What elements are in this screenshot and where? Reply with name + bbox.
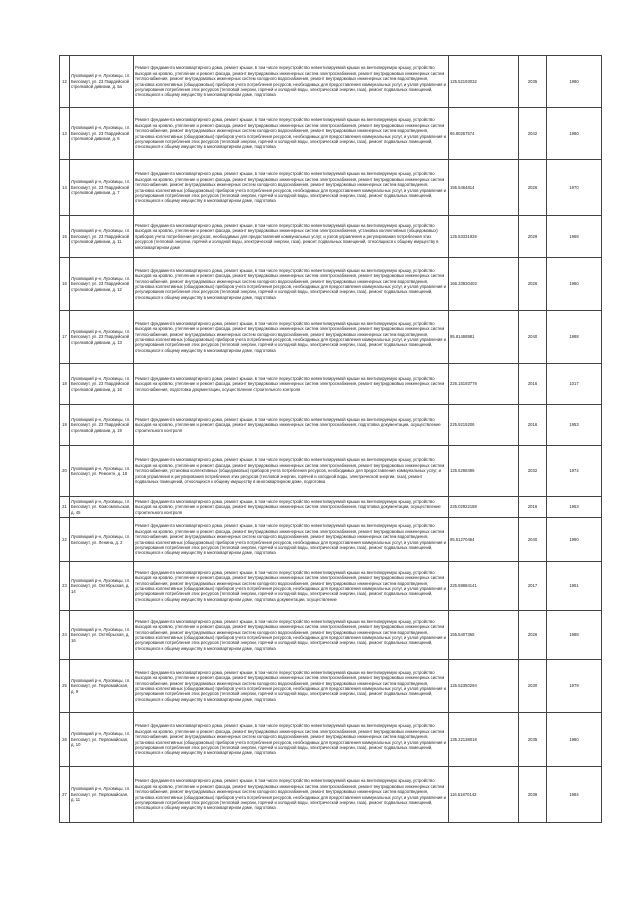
row-cost: 125.52350294: [449, 660, 519, 713]
row-address: Луховицкий р-н, Луховицы, г.п. Белоомут, ул. 23 Гвардейской стрелковой дивизии, д. 12: [70, 258, 134, 311]
row-address: Луховицкий р-н, Луховицы, г.п. Белоомут, ул. 23 Гвардейской стрелковой дивизии, д. 6: [70, 108, 134, 160]
row-works-text: Ремонт фундамента многоквартирного дома, ремонт крыши, в том числе переустройство невентилируемой крыши на вентилируемую крышу, устройство выходов на кровлю, утепление и ремонт фасада, ремонт внутридомовых инженерных систем электроснабжения, ремонт внутридомовых инженерных систем теплоснабжения, подготовка документации, осуществление строительного контроля: [135, 375, 445, 392]
table-row: [60, 56, 602, 108]
row-works-text: Ремонт фундамента многоквартирного дома, ремонт крыши, в том числе переустройство невентилируемой крыши на вентилируемую крышу, устройство выходов на кровлю, утепление и ремонт фасада, ремонт внутридомовых инженерных систем электроснабжения, ремонт внутридомовых инженерных систем теплоснабжения, ремонт внутридомовых инженерных систем холодного водоснабжения, ремонт внутридомовых инженерных систем водоотведения, установка коллективных (общедомовых) приборов учета потребления ресурсов, необходимых для предоставления коммунальных услуг, и узлов управления и регулирования потребления этих ресурсов (тепловой энергии, горячей и холодной воды, электрической энергии, газа), ремонт подвальных помещений, относящихся к общему имуществу в многоквартирном доме, подготовка: [135, 117, 446, 150]
row-address: Луховицкий р-н, Луховицы, г.п. Белоомут, ул. Октябрьская, д. 16: [70, 611, 134, 660]
table-row: [60, 497, 602, 518]
row-built-year: 1974: [547, 446, 602, 497]
row-works-text: Ремонт фундамента многоквартирного дома, ремонт крыши, в том числе переустройство невентилируемой крыши на вентилируемую крышу, устройство выходов на кровлю, утепление и ремонт фасада, ремонт внутридомовых инженерных систем электроснабжения, ремонт внутридомовых инженерных систем теплоснабжения, ремонт внутридомовых инженерных систем холодного водоснабжения, ремонт внутридомовых инженерных систем водоотведения, установка коллективных (общедомовых) приборов учета потребления ресурсов, необходимых для предоставления коммунальных услуг, и узлов управления и регулирования потребления этих ресурсов (тепловой энергии, горячей и холодной воды, электрической энергии, газа), ремонт подвальных помещений, относящихся к общему имуществу в многоквартирном доме, подготовка: [135, 723, 446, 756]
row-cost: 225.59884141: [449, 562, 519, 611]
table-row: [60, 562, 602, 611]
row-works-text: Ремонт фундамента многоквартирного дома, ремонт крыши, в том числе переустройство невентилируемой крыши на вентилируемую крышу, устройство выходов на кровлю, утепление и ремонт фасада, ремонт внутридомовых инженерных систем электроснабжения, ремонт внутридомовых инженерных систем теплоснабжения, ремонт внутридомовых инженерных систем холодного водоснабжения, ремонт внутридомовых инженерных систем водоотведения, установка коллективных (общедомовых) приборов учета потребления ресурсов, необходимых для предоставления коммунальных услуг, и узлов управления и регулирования потребления этих ресурсов (тепловой энергии, горячей и холодной воды, электрической энергии, газа), ремонт подвальных помещений, относящихся к общему имуществу в многоквартирном доме, подготовка: [135, 320, 446, 353]
row-built-year: 1960: [547, 258, 602, 311]
row-year: 2040: [519, 311, 547, 364]
row-built-year: 1017: [547, 364, 602, 405]
row-address: Луховицкий р-н, Луховицы, г.п. Белоомут, ул. Ленина, д. 2: [70, 518, 134, 562]
row-works: [134, 611, 449, 660]
table-row: [60, 364, 602, 405]
row-number: 18: [60, 364, 70, 405]
row-year: 2026: [519, 160, 547, 216]
row-year: 2035: [519, 56, 547, 108]
row-cost: 155.5407365: [449, 611, 519, 660]
row-number: 14: [60, 160, 70, 216]
row-works: [134, 258, 449, 311]
row-works: [134, 660, 449, 713]
row-built-year: 1953: [547, 405, 602, 446]
row-number: 24: [60, 611, 70, 660]
row-works: [134, 497, 449, 518]
row-year: 2029: [519, 216, 547, 258]
row-number: 12: [60, 56, 70, 108]
row-number: 27: [60, 767, 70, 823]
row-number: 23: [60, 562, 70, 611]
row-built-year: 1979: [547, 660, 602, 713]
table-row: [60, 405, 602, 446]
table-row: [60, 160, 602, 216]
row-number: 16: [60, 258, 70, 311]
row-address: Луховицкий р-н, Луховицы, г.п. Белоомут, ул. Первомайская, д. 9: [70, 660, 134, 713]
row-year: 2040: [519, 518, 547, 562]
row-built-year: 1953: [547, 497, 602, 518]
row-year: 2032: [519, 446, 547, 497]
row-year: 2042: [519, 108, 547, 160]
row-built-year: 1980: [547, 713, 602, 767]
row-year: 2016: [519, 364, 547, 405]
row-number: 20: [60, 446, 70, 497]
row-cost: 226.15193778: [449, 364, 519, 405]
row-built-year: 1980: [547, 56, 602, 108]
row-works: [134, 405, 449, 446]
row-cost: 155.5464814: [449, 160, 519, 216]
row-cost: 225.02922188: [449, 497, 519, 518]
row-works: [134, 364, 449, 405]
row-number: 17: [60, 311, 70, 364]
row-year: 2016: [519, 405, 547, 446]
row-works: [134, 311, 449, 364]
row-works-text: Ремонт фундамента многоквартирного дома, ремонт крыши, в том числе переустройство невентилируемой крыши на вентилируемую крышу, устройство выходов на кровлю, утепление и ремонт фасада, ремонт внутридомовых инженерных систем электроснабжения, ремонт внутридомовых инженерных систем теплоснабжения, ремонт внутридомовых инженерных систем холодного водоснабжения, ремонт внутридомовых инженерных систем водоотведения, установка коллективных (общедомовых) приборов учета потребления ресурсов, необходимых для предоставления коммунальных услуг, и узлов управления и регулирования потребления этих ресурсов (тепловой энергии, горячей и холодной воды, электрической энергии, газа), ремонт подвальных помещений, относящихся к общему имуществу в многоквартирном доме, подготовка: [135, 267, 446, 300]
row-works-text: Ремонт фундамента многоквартирного дома, ремонт крыши, в том числе переустройство невентилируемой крыши на вентилируемую крышу, устройство выходов на кровлю, утепление и ремонт фасада, ремонт внутридомовых инженерных систем электроснабжения, ремонт внутридомовых инженерных систем теплоснабжения, ремонт внутридомовых инженерных систем холодного водоснабжения, ремонт внутридомовых инженерных систем водоотведения, установка коллективных (общедомовых) приборов учета потребления ресурсов, необходимых для предоставления коммунальных услуг, и узлов управления и регулирования потребления этих ресурсов (тепловой энергии, горячей и холодной воды, электрической энергии, газа), ремонт подвальных помещений, относящихся к общему имуществу в многоквартирном доме, подготовка: [135, 523, 446, 556]
row-address: Луховицкий р-н, Луховицы, г.п. Белоомут, ул. 23 Гвардейской стрелковой дивизии, д. 19: [70, 405, 134, 446]
row-works-text: Ремонт фундамента многоквартирного дома, ремонт крыши, в том числе переустройство невентилируемой крыши на вентилируемую крышу, устройство выходов на кровлю, утепление и ремонт фасада, ремонт внутридомовых инженерных систем электроснабжения, ремонт внутридомовых инженерных систем теплоснабжения, ремонт внутридомовых инженерных систем холодного водоснабжения, ремонт внутридомовых инженерных систем водоотведения, установка коллективных (общедомовых) приборов учета потребления ресурсов, необходимых для предоставления коммунальных услуг, и узлов управления и регулирования потребления этих ресурсов (тепловой энергии, горячей и холодной воды, электрической энергии, газа), ремонт подвальных помещений, относящихся к общему имуществу в многоквартирном доме, подготовка: [135, 171, 446, 204]
row-cost: 166.33930402: [449, 258, 519, 311]
row-built-year: 1988: [547, 311, 602, 364]
row-address: Луховицкий р-н, Луховицы, г.п. Белоомут, ул. Ремонтн, д. 18: [70, 446, 134, 497]
row-works-text: Ремонт фундамента многоквартирного дома, ремонт крыши, в том числе переустройство невентилируемой крыши на вентилируемую крышу, устройство выходов на кровлю, утепление и ремонт фасада, ремонт внутридомовых инженерных систем электроснабжения, ремонт внутридомовых инженерных систем теплоснабжения, ремонт внутридомовых инженерных систем холодного водоснабжения, ремонт внутридомовых инженерных систем водоотведения, установка коллективных (общедомовых) приборов учета потребления ресурсов, необходимых для предоставления коммунальных услуг, и узлов управления и регулирования потребления этих ресурсов (тепловой энергии, горячей и холодной воды, электрической энергии, газа), ремонт подвальных помещений, относящихся к общему имуществу в многоквартирном доме, подготовка документации, осуществление: [135, 569, 446, 602]
row-works: [134, 56, 449, 108]
works-table: [59, 55, 602, 823]
row-cost: 125.5268496: [449, 446, 519, 497]
row-built-year: 1951: [547, 562, 602, 611]
row-address: Луховицкий р-н, Луховицы, г.п. Белоомут, ул. 23 Гвардейской стрелковой дивизии, д. 13: [70, 311, 134, 364]
row-built-year: 1984: [547, 767, 602, 823]
row-cost: 116.51870142: [449, 767, 519, 823]
table-body: [60, 56, 602, 823]
row-address: Луховицкий р-н, Луховицы, г.п. Белоомут, ул. 23 Гвардейской стрелковой дивизии, д. 5а: [70, 56, 134, 108]
row-works: [134, 108, 449, 160]
row-built-year: 1970: [547, 160, 602, 216]
table-row: [60, 660, 602, 713]
row-works-text: Ремонт фундамента многоквартирного дома, ремонт крыши, в том числе переустройство невентилируемой крыши на вентилируемую крышу, устройство выходов на кровлю, утепление и ремонт фасада, ремонт внутридомовых инженерных систем электроснабжения, подготовка документации, осуществление строительного контроля: [135, 498, 441, 515]
row-year: 2030: [519, 660, 547, 713]
row-works: [134, 562, 449, 611]
row-address: Луховицкий р-н, Луховицы, г.п. Белоомут, ул. Первомайская, д. 10: [70, 713, 134, 767]
row-works-text: Ремонт фундамента многоквартирного дома, ремонт крыши, в том числе переустройство невентилируемой крыши на вентилируемую крышу, устройство выходов на кровлю, утепление и ремонт фасада, ремонт внутридомовых инженерных систем электроснабжения, ремонт внутридомовых инженерных систем теплоснабжения, ремонт внутридомовых инженерных систем холодного водоснабжения, ремонт внутридомовых инженерных систем водоотведения, установка коллективных (общедомовых) приборов учета потребления ресурсов, необходимых для предоставления коммунальных услуг, и узлов управления и регулирования потребления этих ресурсов (тепловой энергии, горячей и холодной воды, электрической энергии, газа), ремонт подвальных помещений, относящихся к общему имуществу в многоквартирном доме, подготовка: [135, 618, 446, 651]
row-works-text: Ремонт фундамента многоквартирного дома, ремонт крыши, в том числе переустройство невентилируемой крыши на вентилируемую крышу, устройство выходов на кровлю, утепление и ремонт фасада, ремонт внутридомовых инженерных систем электроснабжения, ремонт внутридомовых инженерных систем теплоснабжения, установка коллективных (общедомовых) приборов учета потребления ресурсов, необходимых для предоставления коммунальных услуг, и узлов управления и регулирования потребления этих ресурсов (тепловой энергии, горячей и холодной воды, электрической энергии, газа), ремонт подвальных помещений, относящихся к общему имуществу в многоквартирном доме, подготовка: [135, 457, 445, 485]
row-works: [134, 767, 449, 823]
row-works: [134, 160, 449, 216]
table-row: [60, 446, 602, 497]
row-built-year: 1990: [547, 518, 602, 562]
row-works-text: Ремонт фундамента многоквартирного дома, ремонт крыши, в том числе переустройство невентилируемой крыши на вентилируемую крышу, устройство выходов на кровлю, утепление и ремонт фасада, ремонт внутридомовых инженерных систем электроснабжения, ремонт внутридомовых инженерных систем теплоснабжения, ремонт внутридомовых инженерных систем холодного водоснабжения, ремонт внутридомовых инженерных систем водоотведения, установка коллективных (общедомовых) приборов учета потребления ресурсов, необходимых для предоставления коммунальных услуг, и узлов управления и регулирования потребления этих ресурсов (тепловой энергии, горячей и холодной воды, электрической энергии, газа), ремонт подвальных помещений, относящихся к общему имуществу в многоквартирном доме, подготовка: [135, 778, 446, 811]
row-address: Луховицкий р-н, Луховицы, г.п. Белоомут, ул. Октябрьская, д. 14: [70, 562, 134, 611]
table-row: [60, 713, 602, 767]
row-number: 21: [60, 497, 70, 518]
row-number: 13: [60, 108, 70, 160]
row-year: 2017: [519, 562, 547, 611]
row-works: [134, 518, 449, 562]
row-cost: 135.22138018: [449, 713, 519, 767]
row-cost: 225.9215206: [449, 405, 519, 446]
row-built-year: 1968: [547, 216, 602, 258]
row-year: 2016: [519, 497, 547, 518]
row-works-text: Ремонт фундамента многоквартирного дома, ремонт крыши, в том числе переустройство невентилируемой крыши на вентилируемую крышу, устройство выходов на кровлю, утепление и ремонт фасада, ремонт внутридомовых инженерных систем электроснабжения, ремонт внутридомовых инженерных систем теплоснабжения, ремонт внутридомовых инженерных систем холодного водоснабжения, ремонт внутридомовых инженерных систем водоотведения, установка коллективных (общедомовых) приборов учета потребления ресурсов, необходимых для предоставления коммунальных услуг, и узлов управления и регулирования потребления этих ресурсов (тепловой энергии, горячей и холодной воды, электрической энергии, газа), ремонт подвальных помещений, относящихся к общему имуществу в многоквартирном доме, подготовка: [135, 669, 446, 702]
row-year: 2038: [519, 767, 547, 823]
table-row: [60, 611, 602, 660]
row-cost: 95.51270464: [449, 518, 519, 562]
row-number: 26: [60, 713, 70, 767]
table-row: [60, 216, 602, 258]
row-year: 2035: [519, 713, 547, 767]
row-built-year: 1980: [547, 108, 602, 160]
row-address: Луховицкий р-н, Луховицы, г.п. Белоомут, ул. Первомайская, д. 11: [70, 767, 134, 823]
row-number: 15: [60, 216, 70, 258]
row-works-text: Ремонт фундамента многоквартирного дома, ремонт крыши, в том числе переустройство невентилируемой крыши на вентилируемую крышу, устройство выходов на кровлю, утепление и ремонт фасада, ремонт внутридомовых инженерных систем электроснабжения, ремонт внутридомовых инженерных систем теплоснабжения, ремонт внутридомовых инженерных систем холодного водоснабжения, ремонт внутридомовых инженерных систем водоотведения, установка коллективных (общедомовых) приборов учета потребления ресурсов, необходимых для предоставления коммунальных услуг, и узлов управления и регулирования потребления этих ресурсов (тепловой энергии, горячей и холодной воды, электрической энергии, газа), ремонт подвальных помещений, относящихся к общему имуществу в многоквартирном доме, подготовка: [135, 65, 446, 98]
row-cost: 125.52193032: [449, 56, 519, 108]
row-number: 22: [60, 518, 70, 562]
row-built-year: 1988: [547, 611, 602, 660]
row-works-text: Ремонт фундамента многоквартирного дома, ремонт крыши, в том числе переустройство невентилируемой крыши на вентилируемую крышу, устройство выходов на кровлю, утепление и ремонт фасада, ремонт внутридомовых инженерных систем электроснабжения, установка коллективных (общедомовых) приборов учета потребления ресурсов, необходимых для предоставления коммунальных услуг, и узлов управления и регулирования потребления этих ресурсов (тепловой энергии, горячей и холодной воды, электрической энергии, газа), ремонт подвальных помещений, относящихся к общему имуществу в многоквартирном доме: [135, 222, 439, 250]
row-number: 19: [60, 405, 70, 446]
row-address: Луховицкий р-н, Луховицы, г.п. Белоомут, ул. 23 Гвардейской стрелковой дивизии, д. 16: [70, 364, 134, 405]
row-year: 2026: [519, 258, 547, 311]
row-works: [134, 713, 449, 767]
row-cost: 66.80267574: [449, 108, 519, 160]
row-address: Луховицкий р-н, Луховицы, г.п. Белоомут, ул. 23 Гвардейской стрелковой дивизии, д. 7: [70, 160, 134, 216]
table-row: [60, 311, 602, 364]
table-row: [60, 258, 602, 311]
table-row: [60, 767, 602, 823]
row-works: [134, 446, 449, 497]
row-number: 25: [60, 660, 70, 713]
row-year: 2026: [519, 611, 547, 660]
row-works-text: Ремонт фундамента многоквартирного дома, ремонт крыши, в том числе переустройство невентилируемой крыши на вентилируемую крышу, устройство выходов на кровлю, утепление и ремонт фасада, ремонт внутридомовых инженерных систем электроснабжения, подготовка документации, осуществление строительного контроля: [135, 416, 441, 433]
row-cost: 125.53331926: [449, 216, 519, 258]
row-works: [134, 216, 449, 258]
table-row: [60, 108, 602, 160]
row-address: Луховицкий р-н, Луховицы, г.п. Белоомут, ул. Комсомольская, д. 45: [70, 497, 134, 518]
row-cost: 95.81468981: [449, 311, 519, 364]
row-address: Луховицкий р-н, Луховицы, г.п. Белоомут, ул. 23 Гвардейской стрелковой дивизии, д. 11: [70, 216, 134, 258]
table-row: [60, 518, 602, 562]
